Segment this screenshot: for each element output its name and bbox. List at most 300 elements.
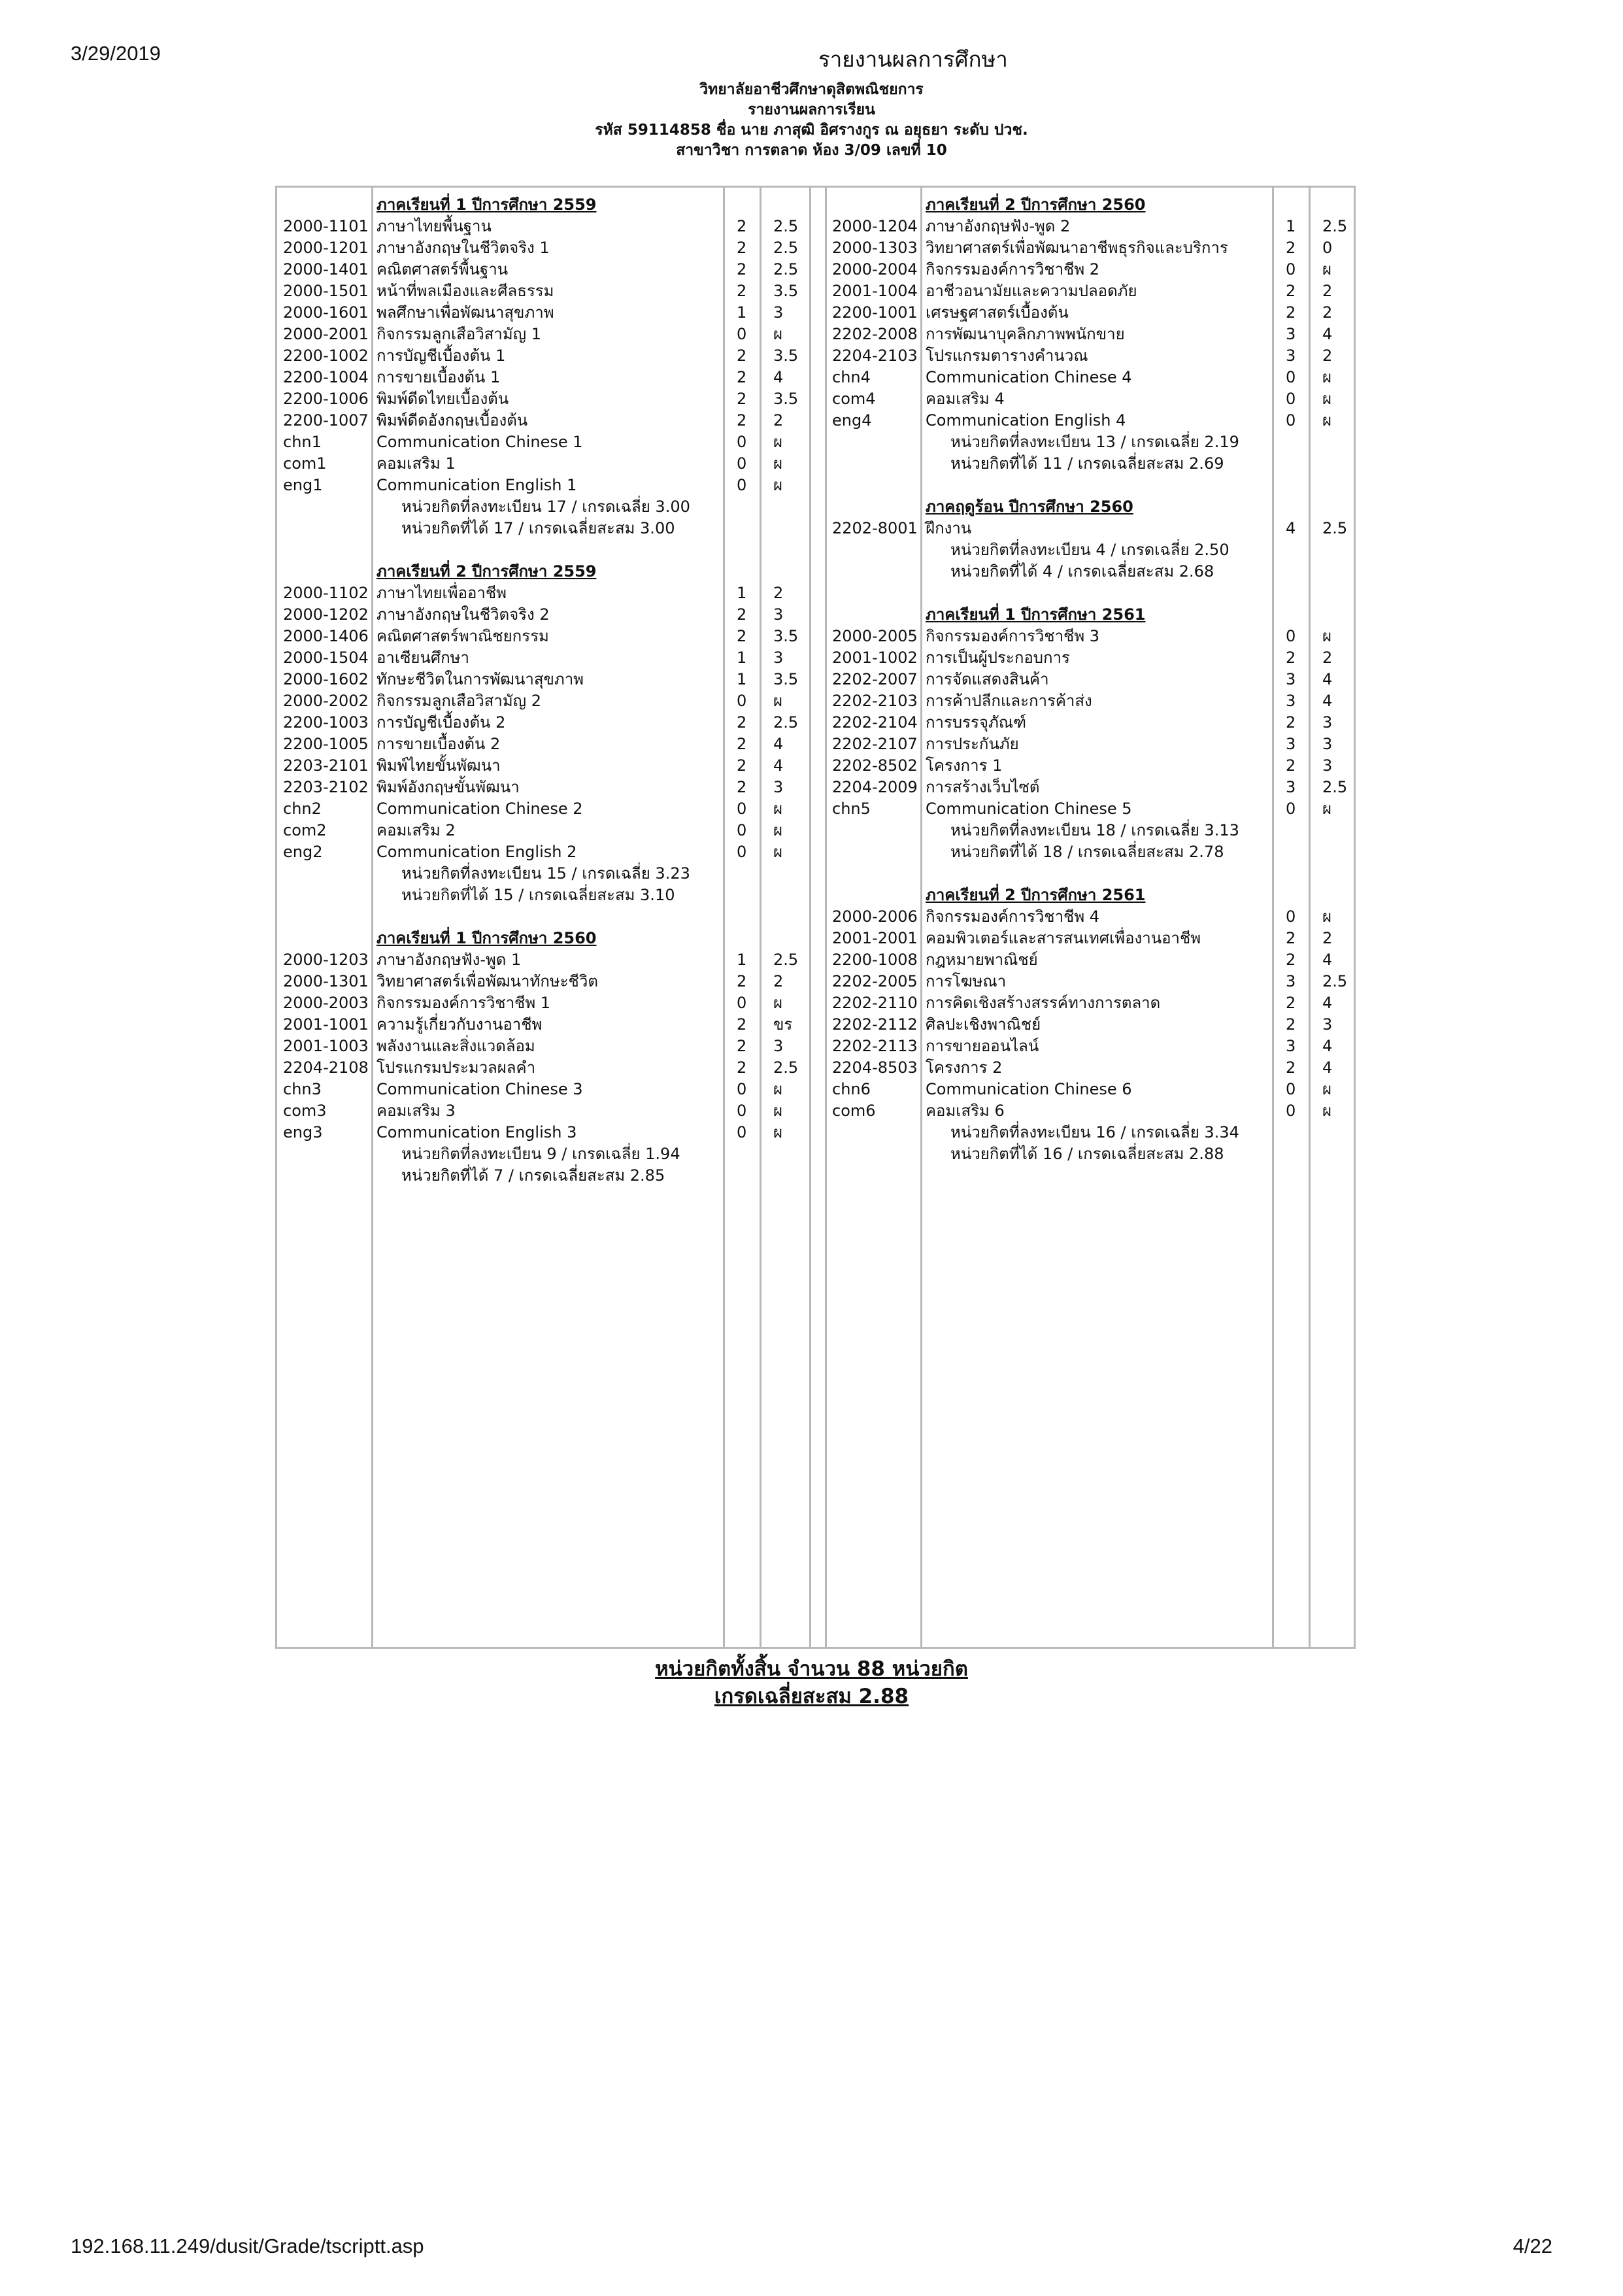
college-name: วิทยาลัยอาชีวศึกษาดุสิตพณิชยการ	[699, 81, 924, 98]
course-credit: 2	[737, 282, 747, 300]
course-row	[283, 216, 806, 237]
column-divider	[825, 188, 827, 1647]
course-grade: 3.5	[773, 282, 799, 300]
course-grade: 2	[1322, 649, 1333, 667]
course-name: การสร้างเว็บไซต์	[926, 778, 1040, 796]
course-credit: 1	[737, 649, 747, 667]
course-code: 2204-2009	[832, 778, 918, 796]
course-row	[832, 302, 1355, 324]
course-grade: 2	[1322, 929, 1333, 947]
course-row	[832, 755, 1355, 777]
course-row	[283, 712, 806, 734]
course-code: 2204-2103	[832, 346, 918, 365]
course-row	[832, 1079, 1355, 1100]
course-name: กฎหมายพาณิชย์	[926, 951, 1038, 969]
course-credit: 2	[737, 756, 747, 775]
course-credit: 3	[1286, 692, 1296, 710]
course-name: ภาษาอังกฤษในชีวิตจริง 1	[376, 239, 550, 257]
course-name: การบัญชีเบื้องต้น 2	[376, 713, 506, 732]
course-row	[283, 604, 806, 626]
course-name: วิทยาศาสตร์เพื่อพัฒนาทักษะชีวิต	[376, 972, 598, 990]
course-credit: 2	[1286, 994, 1296, 1012]
course-code: 2000-1204	[832, 217, 918, 235]
course-row	[283, 280, 806, 302]
course-grade: 3.5	[773, 346, 799, 365]
course-credit: 2	[1286, 649, 1296, 667]
summary-text: หน่วยกิตที่ลงทะเบียน 13 / เกรดเฉลี่ย 2.19	[950, 433, 1239, 451]
course-code: 2200-1001	[832, 303, 918, 322]
course-grade: ผ	[773, 433, 783, 451]
course-grade: 3	[1322, 756, 1333, 775]
course-row	[283, 302, 806, 324]
course-grade: ผ	[773, 454, 783, 473]
course-grade: 4	[1322, 1037, 1333, 1055]
semester-summary	[832, 561, 1355, 582]
course-credit: 3	[1286, 735, 1296, 753]
course-grade: 2.5	[773, 713, 799, 732]
course-credit: 2	[1286, 282, 1296, 300]
course-grade: 2.5	[1322, 519, 1348, 537]
course-code: 2000-1401	[283, 260, 369, 279]
course-grade: 2	[773, 584, 784, 602]
course-row	[283, 669, 806, 690]
course-row	[283, 626, 806, 647]
course-name: ศิลปะเชิงพาณิชย์	[926, 1015, 1041, 1034]
course-name: Communication Chinese 3	[376, 1080, 583, 1098]
course-code: 2001-1001	[283, 1015, 369, 1034]
course-name: โครงการ 2	[926, 1058, 1003, 1077]
summary-text: หน่วยกิตที่ลงทะเบียน 15 / เกรดเฉลี่ย 3.23	[401, 864, 690, 883]
course-name: การขายเบื้องต้น 1	[376, 368, 501, 386]
course-credit: 2	[737, 239, 747, 257]
course-row	[832, 777, 1355, 798]
course-name: คณิตศาสตร์พื้นฐาน	[376, 260, 509, 279]
course-name: Communication Chinese 6	[926, 1080, 1132, 1098]
course-code: 2202-2112	[832, 1015, 918, 1034]
course-credit: 0	[737, 692, 747, 710]
course-credit: 0	[1286, 1102, 1296, 1120]
semester-summary	[832, 453, 1355, 475]
course-row	[283, 949, 806, 971]
course-credit: 2	[737, 605, 747, 624]
course-code: 2000-1101	[283, 217, 369, 235]
course-credit: 2	[1286, 303, 1296, 322]
course-code: com6	[832, 1102, 876, 1120]
course-code: 2000-1501	[283, 282, 369, 300]
student-info: รหัส 59114858 ชื่อ นาย ภาสุฒิ อิศรางกูร ณ อยุธยา ระดับ ปวช.	[595, 122, 1028, 139]
semester-summary	[832, 841, 1355, 863]
course-credit: 2	[737, 346, 747, 365]
course-code: 2200-1003	[283, 713, 369, 732]
course-credit: 0	[737, 821, 747, 839]
course-row	[832, 647, 1355, 669]
course-name: Communication Chinese 2	[376, 800, 583, 818]
course-credit: 2	[1286, 951, 1296, 969]
course-code: eng4	[832, 411, 872, 430]
course-code: 2000-2004	[832, 260, 918, 279]
course-row	[832, 906, 1355, 928]
semester-summary	[283, 1165, 806, 1187]
course-credit: 1	[737, 303, 747, 322]
course-row	[283, 367, 806, 388]
semester-title: ภาคเรียนที่ 1 ปีการศึกษา 2561	[926, 605, 1146, 624]
course-credit: 3	[1286, 778, 1296, 796]
course-name: วิทยาศาสตร์เพื่อพัฒนาอาชีพธุรกิจและบริการ	[926, 239, 1228, 257]
course-row	[832, 367, 1355, 388]
course-row	[832, 345, 1355, 367]
course-row	[832, 388, 1355, 410]
course-code: eng2	[283, 843, 323, 861]
course-row	[283, 582, 806, 604]
course-name: Communication Chinese 1	[376, 433, 583, 451]
course-credit: 0	[737, 1102, 747, 1120]
course-row	[283, 324, 806, 345]
course-name: การบรรจุภัณฑ์	[926, 713, 1026, 732]
course-credit: 1	[737, 951, 747, 969]
course-code: 2202-2113	[832, 1037, 918, 1055]
course-credit: 1	[737, 584, 747, 602]
course-row	[832, 1100, 1355, 1122]
summary-text: หน่วยกิตที่ลงทะเบียน 17 / เกรดเฉลี่ย 3.00	[401, 498, 690, 516]
summary-text: หน่วยกิตที่ได้ 15 / เกรดเฉลี่ยสะสม 3.10	[401, 886, 675, 904]
course-code: chn6	[832, 1080, 871, 1098]
course-credit: 0	[737, 1080, 747, 1098]
course-grade: 2.5	[773, 239, 799, 257]
course-credit: 2	[1286, 1015, 1296, 1034]
course-name: Communication English 3	[376, 1123, 577, 1141]
course-credit: 2	[737, 1037, 747, 1055]
course-credit: 3	[1286, 325, 1296, 343]
course-row	[283, 647, 806, 669]
right-column	[832, 194, 1355, 1165]
course-code: 2000-1406	[283, 627, 369, 645]
course-name: คอมเสริม 2	[376, 821, 456, 839]
course-name: การพัฒนาบุคลิกภาพพนักขาย	[926, 325, 1125, 343]
course-code: 2202-8001	[832, 519, 918, 537]
course-grade: 2.5	[773, 951, 799, 969]
course-credit: 1	[737, 670, 747, 688]
course-code: 2203-2102	[283, 778, 369, 796]
course-row	[283, 971, 806, 992]
course-name: การเป็นผู้ประกอบการ	[926, 649, 1070, 667]
course-row	[832, 734, 1355, 755]
course-grade: 2.5	[773, 217, 799, 235]
course-grade: 3.5	[773, 627, 799, 645]
semester-heading	[283, 194, 806, 216]
course-code: com4	[832, 390, 876, 408]
course-row	[832, 712, 1355, 734]
left-column	[283, 194, 806, 1187]
course-row	[283, 388, 806, 410]
course-name: หน้าที่พลเมืองและศีลธรรม	[376, 282, 554, 300]
print-date: 3/29/2019	[71, 42, 161, 65]
course-credit: 0	[1286, 368, 1296, 386]
course-row	[832, 949, 1355, 971]
course-code: 2204-8503	[832, 1058, 918, 1077]
course-row	[283, 259, 806, 280]
report-header	[0, 80, 1623, 161]
course-code: 2200-1006	[283, 390, 369, 408]
course-row	[832, 669, 1355, 690]
course-code: 2202-2007	[832, 670, 918, 688]
course-credit: 0	[737, 1123, 747, 1141]
course-name: พลศึกษาเพื่อพัฒนาสุขภาพ	[376, 303, 554, 322]
course-name: กิจกรรมลูกเสือวิสามัญ 2	[376, 692, 541, 710]
course-code: 2000-2003	[283, 994, 369, 1012]
course-name: คอมเสริม 6	[926, 1102, 1005, 1120]
semester-title: ภาคเรียนที่ 1 ปีการศึกษา 2560	[376, 929, 597, 947]
semester-title: ภาคเรียนที่ 2 ปีการศึกษา 2561	[926, 886, 1146, 904]
course-row	[283, 1122, 806, 1143]
semester-heading	[283, 928, 806, 949]
course-code: 2000-2002	[283, 692, 369, 710]
course-row	[283, 410, 806, 431]
semester-summary	[283, 863, 806, 885]
course-grade: 2.5	[1322, 217, 1348, 235]
summary-text: หน่วยกิตที่ได้ 7 / เกรดเฉลี่ยสะสม 2.85	[401, 1166, 665, 1185]
course-credit: 1	[1286, 217, 1296, 235]
course-name: คณิตศาสตร์พาณิชยกรรม	[376, 627, 549, 645]
course-name: Communication English 2	[376, 843, 577, 861]
course-grade: ผ	[773, 1123, 783, 1141]
print-title: รายงานผลการศึกษา	[818, 47, 1008, 71]
course-credit: 2	[737, 260, 747, 279]
course-row	[283, 1036, 806, 1057]
course-row	[283, 345, 806, 367]
course-row	[283, 1100, 806, 1122]
course-row	[832, 518, 1355, 539]
course-name: กิจกรรมองค์การวิชาชีพ 1	[376, 994, 551, 1012]
course-code: 2001-1003	[283, 1037, 369, 1055]
course-code: chn4	[832, 368, 871, 386]
course-code: com2	[283, 821, 327, 839]
course-code: 2001-2001	[832, 929, 918, 947]
course-name: โปรแกรมประมวลผลคำ	[376, 1058, 536, 1077]
course-code: 2000-1601	[283, 303, 369, 322]
semester-title: ภาคฤดูร้อน ปีการศึกษา 2560	[926, 498, 1133, 516]
semester-summary	[832, 431, 1355, 453]
course-credit: 0	[737, 325, 747, 343]
course-row	[283, 777, 806, 798]
course-grade: 3	[1322, 713, 1333, 732]
course-name: การขายออนไลน์	[926, 1037, 1039, 1055]
course-code: 2000-2001	[283, 325, 369, 343]
course-name: โปรแกรมตารางคำนวณ	[926, 346, 1088, 365]
course-code: 2202-2107	[832, 735, 918, 753]
course-grade: 2.5	[773, 260, 799, 279]
course-row	[283, 1079, 806, 1100]
course-grade: ผ	[1322, 800, 1332, 818]
course-name: การโฆษณา	[926, 972, 1007, 990]
course-grade: 4	[1322, 325, 1333, 343]
course-name: คอมเสริม 4	[926, 390, 1005, 408]
course-name: อาเซียนศึกษา	[376, 649, 469, 667]
course-name: ภาษาไทยพื้นฐาน	[376, 217, 492, 235]
course-grade: 4	[1322, 994, 1333, 1012]
semester-summary	[283, 885, 806, 906]
course-code: com3	[283, 1102, 327, 1120]
course-grade: ผ	[1322, 1102, 1332, 1120]
course-grade: 3.5	[773, 390, 799, 408]
course-credit: 2	[1286, 1058, 1296, 1077]
course-row	[832, 259, 1355, 280]
course-credit: 0	[737, 476, 747, 494]
column-divider	[809, 188, 811, 1647]
course-credit: 2	[737, 368, 747, 386]
course-credit: 2	[737, 217, 747, 235]
course-name: การบัญชีเบื้องต้น 1	[376, 346, 506, 365]
course-credit: 3	[1286, 972, 1296, 990]
course-grade: 4	[1322, 1058, 1333, 1077]
course-name: กิจกรรมองค์การวิชาชีพ 3	[926, 627, 1100, 645]
course-grade: ผ	[1322, 390, 1332, 408]
course-grade: 3	[1322, 735, 1333, 753]
course-row	[832, 928, 1355, 949]
semester-summary	[283, 496, 806, 518]
semester-title: ภาคเรียนที่ 1 ปีการศึกษา 2559	[376, 195, 597, 214]
spacer-row	[283, 906, 806, 928]
course-name: Communication English 4	[926, 411, 1126, 430]
spacer-row	[832, 475, 1355, 496]
course-code: 2000-1602	[283, 670, 369, 688]
course-code: chn1	[283, 433, 322, 451]
semester-heading	[832, 496, 1355, 518]
course-row	[283, 1057, 806, 1079]
course-name: กิจกรรมองค์การวิชาชีพ 2	[926, 260, 1100, 279]
course-code: 2200-1005	[283, 735, 369, 753]
course-row	[283, 734, 806, 755]
course-credit: 4	[1286, 519, 1296, 537]
summary-text: หน่วยกิตที่ได้ 11 / เกรดเฉลี่ยสะสม 2.69	[950, 454, 1224, 473]
course-code: 2000-2005	[832, 627, 918, 645]
semester-heading	[832, 194, 1355, 216]
course-grade: 2.5	[773, 1058, 799, 1077]
summary-text: หน่วยกิตที่ลงทะเบียน 4 / เกรดเฉลี่ย 2.50	[950, 541, 1230, 559]
course-grade: 3	[1322, 1015, 1333, 1034]
course-row	[283, 453, 806, 475]
course-grade: ผ	[1322, 627, 1332, 645]
course-row	[832, 216, 1355, 237]
course-name: Communication English 1	[376, 476, 577, 494]
course-code: 2202-2103	[832, 692, 918, 710]
course-grade: 3	[773, 1037, 784, 1055]
course-name: พิมพ์ไทยขั้นพัฒนา	[376, 756, 501, 775]
course-row	[832, 798, 1355, 820]
course-code: 2000-1203	[283, 951, 369, 969]
course-code: 2000-1504	[283, 649, 369, 667]
semester-summary	[832, 539, 1355, 561]
course-name: ภาษาอังกฤษฟัง-พูด 1	[376, 951, 522, 969]
semester-title: ภาคเรียนที่ 2 ปีการศึกษา 2559	[376, 562, 597, 581]
course-code: chn2	[283, 800, 322, 818]
course-row	[832, 1057, 1355, 1079]
course-credit: 2	[737, 713, 747, 732]
course-grade: 2	[773, 411, 784, 430]
course-row	[832, 237, 1355, 259]
course-credit: 0	[1286, 390, 1296, 408]
course-credit: 0	[737, 843, 747, 861]
course-name: ความรู้เกี่ยวกับงานอาชีพ	[376, 1015, 543, 1034]
semester-title: ภาคเรียนที่ 2 ปีการศึกษา 2560	[926, 195, 1146, 214]
course-name: กิจกรรมลูกเสือวิสามัญ 1	[376, 325, 541, 343]
course-grade: 3	[773, 303, 784, 322]
course-row	[832, 280, 1355, 302]
semester-heading	[832, 604, 1355, 626]
course-name: คอมเสริม 3	[376, 1102, 456, 1120]
course-grade: ผ	[1322, 1080, 1332, 1098]
course-row	[832, 971, 1355, 992]
totals	[0, 1655, 1623, 1710]
course-code: 2000-1201	[283, 239, 369, 257]
course-grade: 4	[773, 368, 784, 386]
course-row	[283, 992, 806, 1014]
course-grade: ผ	[773, 692, 783, 710]
course-code: 2204-2108	[283, 1058, 369, 1077]
course-code: 2202-2110	[832, 994, 918, 1012]
summary-text: หน่วยกิตที่ลงทะเบียน 9 / เกรดเฉลี่ย 1.94	[401, 1145, 680, 1163]
course-name: พิมพ์ดีดอังกฤษเบื้องต้น	[376, 411, 528, 430]
course-code: 2000-1202	[283, 605, 369, 624]
course-name: โครงการ 1	[926, 756, 1003, 775]
course-code: 2202-8502	[832, 756, 918, 775]
course-name: การคิดเชิงสร้างสรรค์ทางการตลาด	[926, 994, 1161, 1012]
course-credit: 2	[1286, 239, 1296, 257]
course-grade: ผ	[773, 800, 783, 818]
course-credit: 2	[1286, 756, 1296, 775]
semester-summary	[832, 1122, 1355, 1143]
course-name: Communication Chinese 5	[926, 800, 1132, 818]
course-name: คอมพิวเตอร์และสารสนเทศเพื่องานอาชีพ	[926, 929, 1201, 947]
course-name: การขายเบื้องต้น 2	[376, 735, 501, 753]
course-row	[283, 798, 806, 820]
course-grade: 4	[1322, 670, 1333, 688]
course-grade: 4	[1322, 692, 1333, 710]
semester-summary	[832, 820, 1355, 841]
course-code: 2202-2008	[832, 325, 918, 343]
course-credit: 0	[1286, 1080, 1296, 1098]
course-grade: ผ	[773, 843, 783, 861]
course-code: 2200-1007	[283, 411, 369, 430]
course-row	[832, 626, 1355, 647]
course-name: การจัดแสดงสินค้า	[926, 670, 1049, 688]
course-name: ภาษาอังกฤษในชีวิตจริง 2	[376, 605, 550, 624]
semester-heading	[283, 561, 806, 582]
course-credit: 0	[1286, 627, 1296, 645]
course-grade: 2	[1322, 303, 1333, 322]
course-credit: 3	[1286, 1037, 1296, 1055]
course-code: eng1	[283, 476, 323, 494]
semester-summary	[832, 1143, 1355, 1165]
course-code: 2000-1102	[283, 584, 369, 602]
course-credit: 2	[737, 735, 747, 753]
course-grade: ผ	[773, 1080, 783, 1098]
course-row	[283, 690, 806, 712]
grade-table	[275, 186, 1356, 1649]
course-row	[283, 475, 806, 496]
course-grade: ผ	[773, 1102, 783, 1120]
course-row	[283, 1014, 806, 1036]
course-name: พิมพ์ดีดไทยเบื้องต้น	[376, 390, 509, 408]
course-credit: 0	[737, 994, 747, 1012]
course-grade: 3	[773, 649, 784, 667]
summary-text: หน่วยกิตที่ลงทะเบียน 18 / เกรดเฉลี่ย 3.13	[950, 821, 1239, 839]
course-code: 2203-2101	[283, 756, 369, 775]
course-row	[832, 690, 1355, 712]
course-row	[283, 431, 806, 453]
course-row	[283, 755, 806, 777]
course-row	[832, 992, 1355, 1014]
course-code: 2200-1008	[832, 951, 918, 969]
